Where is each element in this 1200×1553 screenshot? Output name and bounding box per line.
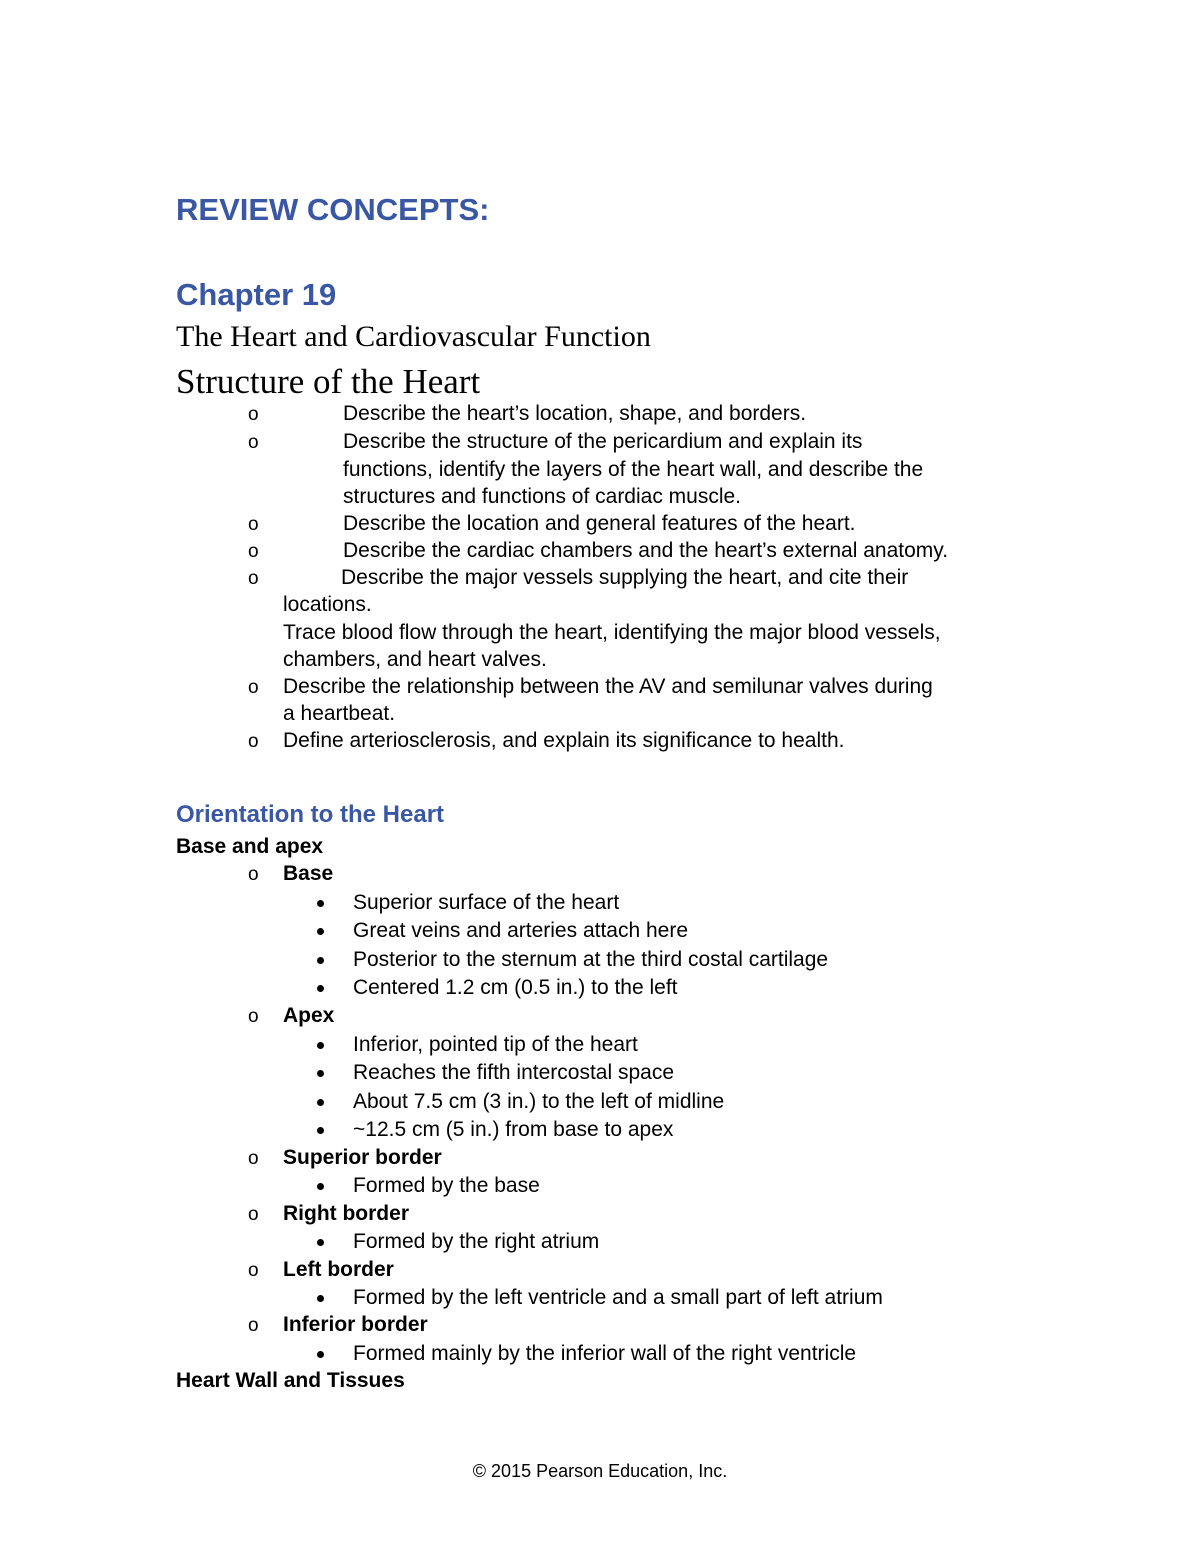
bullet-icon (317, 1351, 324, 1358)
bullet-text: Great veins and arteries attach here (353, 919, 689, 942)
chapter-heading: Chapter 19 (176, 277, 337, 312)
list-marker: o (248, 432, 259, 453)
bullet-icon (317, 1127, 324, 1134)
bullet-text: Formed mainly by the inferior wall of the right ventricle (353, 1342, 857, 1365)
bullet-text: Formed by the left ventricle and a small part of left atrium (353, 1286, 883, 1309)
list-marker: o (248, 731, 259, 752)
group-label-inferior-border: Inferior border (283, 1313, 428, 1336)
objective-line: chambers, and heart valves. (283, 648, 547, 671)
bullet-text: Inferior, pointed tip of the heart (353, 1033, 638, 1056)
objective-line: Describe the relationship between the AV and semilunar valves during (283, 675, 933, 698)
section-title: Structure of the Heart (176, 362, 481, 401)
group-label-apex: Apex (283, 1004, 335, 1027)
list-marker: o (248, 1204, 259, 1225)
review-concepts-title: REVIEW CONCEPTS: (176, 192, 490, 227)
copyright-footer: © 2015 Pearson Education, Inc. (472, 1461, 728, 1481)
objective-line: Describe the heart’s location, shape, and borders. (343, 402, 807, 425)
bullet-icon (317, 1070, 324, 1077)
bullet-icon (317, 1099, 324, 1106)
bullet-icon (317, 1183, 324, 1190)
heart-wall-heading: Heart Wall and Tissues (176, 1369, 405, 1392)
list-marker: o (248, 568, 259, 589)
bullet-icon (317, 1042, 324, 1049)
group-label-base: Base (283, 862, 334, 885)
bullet-icon (317, 1239, 324, 1246)
objective-line: Describe the major vessels supplying the heart, and cite their (341, 566, 909, 589)
group-label-left-border: Left border (283, 1258, 394, 1281)
list-marker: o (248, 677, 259, 698)
list-marker: o (248, 1260, 259, 1281)
bullet-text: Superior surface of the heart (353, 891, 620, 914)
bullet-text: Formed by the base (353, 1174, 540, 1197)
bullet-text: Centered 1.2 cm (0.5 in.) to the left (353, 976, 678, 999)
objective-line: a heartbeat. (283, 702, 396, 725)
list-marker: o (248, 404, 259, 425)
list-marker: o (248, 514, 259, 535)
bullet-icon (317, 900, 324, 907)
bullet-icon (317, 928, 324, 935)
orientation-heading: Orientation to the Heart (176, 801, 445, 828)
group-label-right-border: Right border (283, 1202, 409, 1225)
base-apex-subheading: Base and apex (176, 835, 324, 858)
bullet-text: ~12.5 cm (5 in.) from base to apex (353, 1118, 674, 1141)
bullet-text: About 7.5 cm (3 in.) to the left of midline (353, 1090, 725, 1113)
chapter-title: The Heart and Cardiovascular Function (176, 320, 651, 353)
list-marker: o (248, 1148, 259, 1169)
list-marker: o (248, 1315, 259, 1336)
bullet-text: Posterior to the sternum at the third costal cartilage (353, 948, 829, 971)
objective-line: Trace blood flow through the heart, identifying the major blood vessels, (283, 621, 941, 644)
list-marker: o (248, 1006, 259, 1027)
objective-line: Describe the structure of the pericardium and explain its (343, 430, 863, 453)
objective-line: structures and functions of cardiac muscle. (343, 485, 742, 508)
bullet-text: Reaches the fifth intercostal space (353, 1061, 675, 1084)
objective-line: Describe the location and general features of the heart. (343, 512, 856, 535)
bullet-icon (317, 957, 324, 964)
bullet-text: Formed by the right atrium (353, 1230, 600, 1253)
group-label-superior-border: Superior border (283, 1146, 442, 1169)
list-marker: o (248, 541, 259, 562)
list-marker: o (248, 864, 259, 885)
objective-line: Define arteriosclerosis, and explain its significance to health. (283, 729, 845, 752)
objective-line: functions, identify the layers of the heart wall, and describe the (343, 458, 924, 481)
bullet-icon (317, 985, 324, 992)
objective-line: Describe the cardiac chambers and the heart’s external anatomy. (343, 539, 949, 562)
bullet-icon (317, 1295, 324, 1302)
objective-line: locations. (283, 593, 372, 616)
